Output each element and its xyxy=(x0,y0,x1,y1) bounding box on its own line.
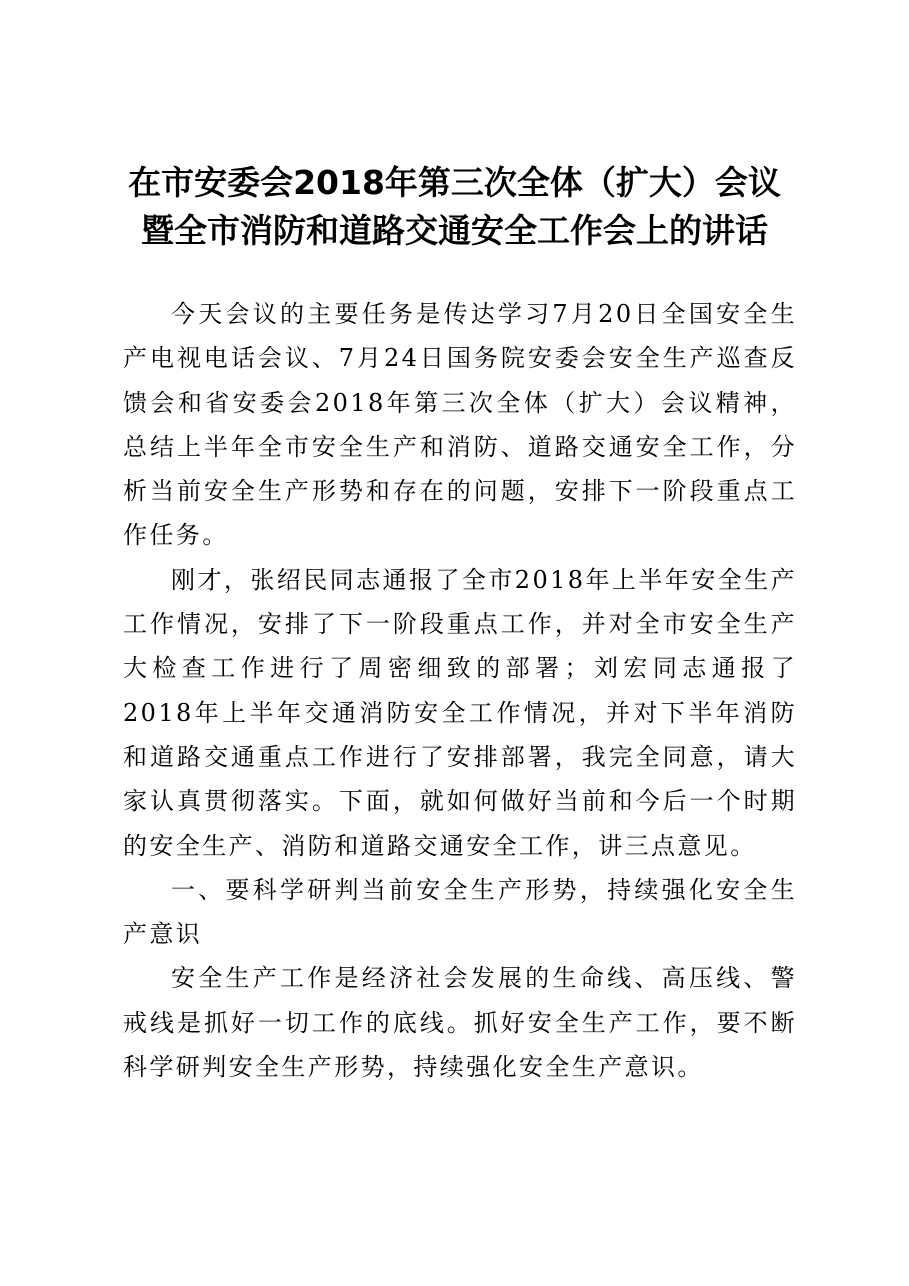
document-title-line-2: 暨全市消防和道路交通安全工作会上的讲话 xyxy=(141,211,768,250)
document-title-line-1: 在市安委会2018年第三次全体（扩大）会议 xyxy=(128,163,781,202)
paragraph-work-report: 刚才，张绍民同志通报了全市2018年上半年安全生产工作情况，安排了下一阶段重点工作，并对全市安全生产大检查工作进行了周密细致的部署；刘宏同志通报了2018年上半年交通消防安全工作情况，并对下半年消防和道路交通重点工作进行了安排部署，我完全同意，请大家认真贯彻落实。下面，就如何做好当前和今后一个时期的安全生产、消防和道路交通安全工作，讲三点意见。 xyxy=(123,565,797,860)
paragraph-meeting-tasks: 今天会议的主要任务是传达学习7月20日全国安全生产电视电话会议、7月24日国务院安委会安全生产巡查反馈会和省安委会2018年第三次全体（扩大）会议精神，总结上半年全市安全生产和消防、道路交通安全工作，分析当前安全生产形势和存在的问题，安排下一阶段重点工作任务。 xyxy=(123,300,797,550)
document-body xyxy=(123,292,797,1089)
paragraph-safety-baseline: 安全生产工作是经济社会发展的生命线、高压线、警戒线是抓好一切工作的底线。抓好安全生产工作，要不断科学研判安全生产形势，持续强化安全生产意识。 xyxy=(123,964,797,1082)
section-heading-one: 一、要科学研判当前安全生产形势，持续强化安全生产意识 xyxy=(123,875,797,949)
